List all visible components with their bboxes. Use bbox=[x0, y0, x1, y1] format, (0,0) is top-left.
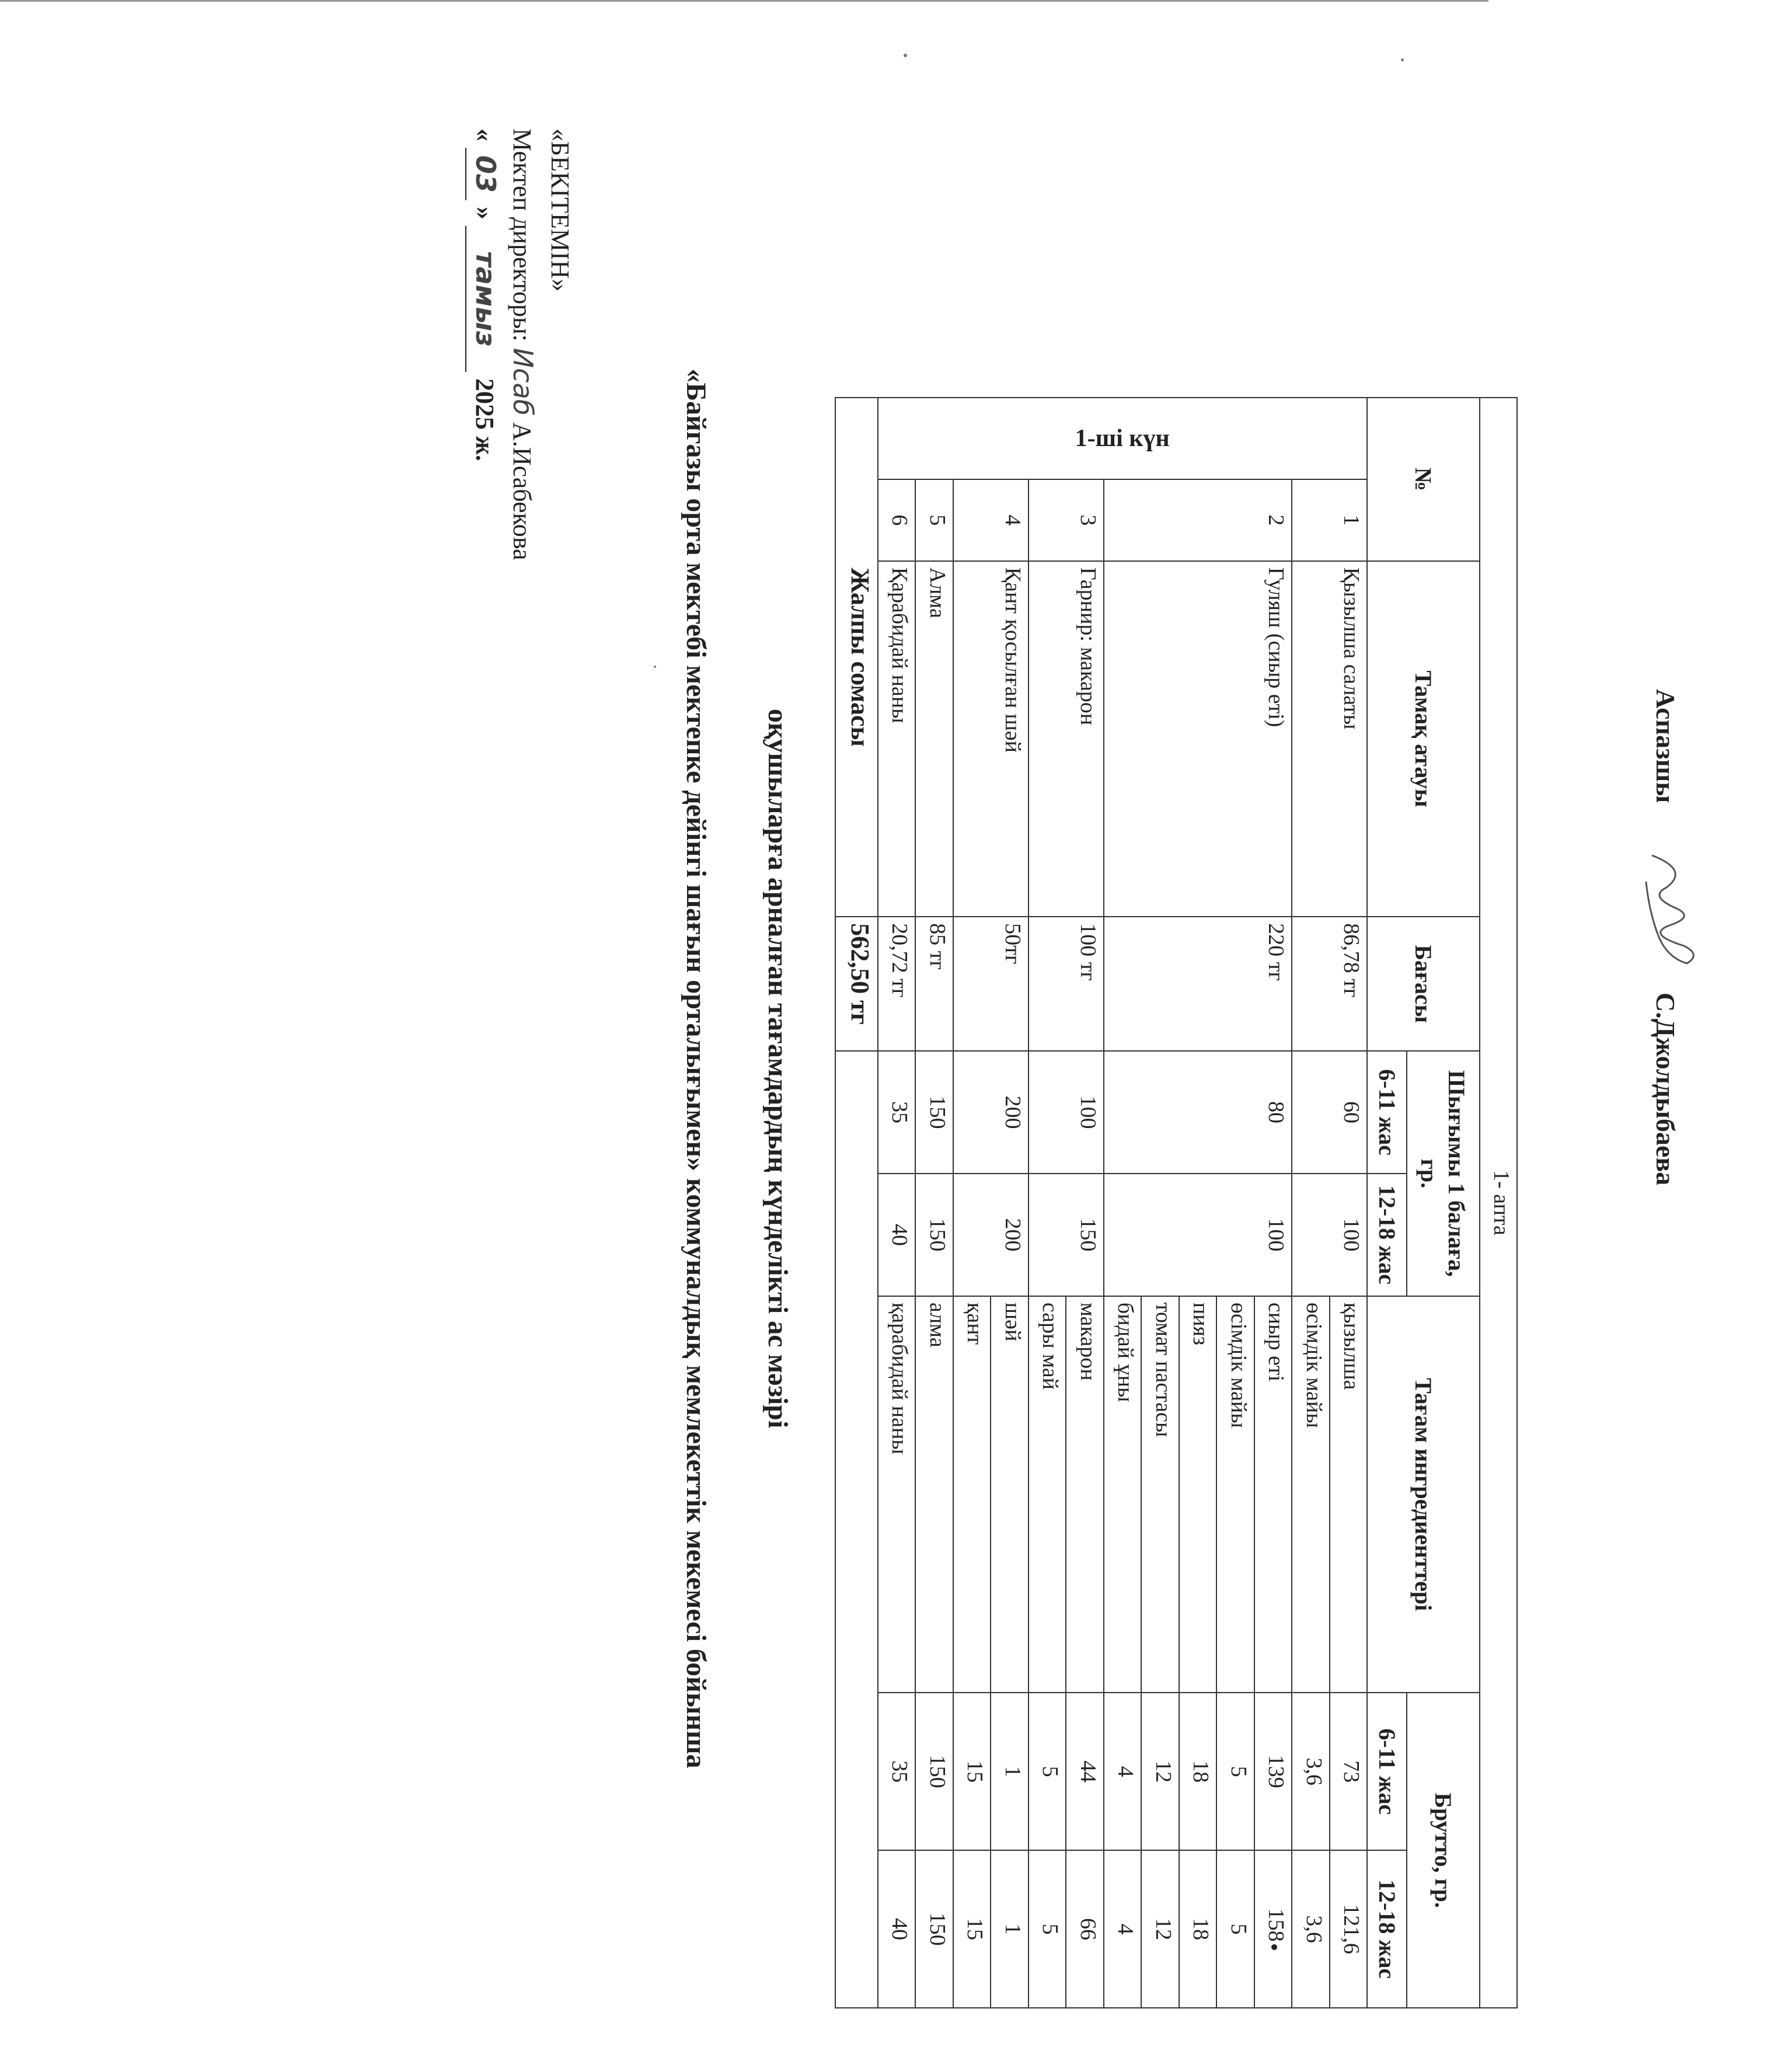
ingredient-brutto-age1: 4 bbox=[1104, 1693, 1141, 1850]
date-quote-close: » bbox=[470, 207, 499, 220]
header-dish-name: Тамақ атауы bbox=[1367, 561, 1479, 917]
approval-heading: «БЕКІТЕМІН» bbox=[546, 128, 574, 292]
director-label: Мектеп директоры: bbox=[508, 128, 537, 342]
dish-yield-age2: 200 bbox=[953, 1174, 1029, 1296]
dish-name: Гарнир: макарон bbox=[1029, 561, 1104, 917]
date-day: 03 bbox=[465, 148, 504, 200]
ingredient-brutto-age2: 121,6 bbox=[1330, 1850, 1367, 2008]
scan-speck bbox=[904, 54, 907, 57]
document-title-line1: «Байгазы орта мектебі мектепке дейінгі шағын орталығымен» коммуналдық мемлекеттік мекемесі бойынша bbox=[681, 368, 712, 1768]
ingredient-name: пияз bbox=[1179, 1296, 1216, 1693]
dish-name: Гуляш (сиыр еті) bbox=[1104, 561, 1292, 917]
ingredient-brutto-age2: 158 bbox=[1254, 1850, 1292, 2008]
table-row bbox=[1066, 398, 1103, 2008]
cook-name: С.Джолдыбаева bbox=[1651, 993, 1681, 1186]
dish-name: Алма bbox=[915, 561, 953, 917]
ingredient-name: бидай ұны bbox=[1104, 1296, 1141, 1693]
ingredient-brutto-age1: 15 bbox=[953, 1693, 991, 1850]
dish-number: 5 bbox=[915, 479, 953, 561]
dish-price: 20,72 тг bbox=[878, 917, 916, 1051]
dish-yield-age2: 40 bbox=[878, 1174, 916, 1296]
dish-price: 50тг bbox=[953, 917, 1029, 1051]
table-row bbox=[1254, 398, 1292, 2008]
dish-yield-age1: 80 bbox=[1104, 1051, 1292, 1174]
dish-number: 3 bbox=[1029, 479, 1104, 561]
dish-yield-age1: 150 bbox=[915, 1051, 953, 1174]
ingredient-brutto-age1: 73 bbox=[1330, 1693, 1367, 1850]
scan-speck bbox=[1401, 58, 1404, 61]
ingredient-brutto-age2: 66 bbox=[1066, 1850, 1103, 2008]
ingredient-brutto-age2: 18 bbox=[1179, 1850, 1216, 2008]
director-signature: Исаб bbox=[507, 347, 539, 416]
ingredient-name: макарон bbox=[1066, 1296, 1103, 1693]
header-ingredients: Тағам ингредиенттері bbox=[1367, 1296, 1479, 1693]
ingredient-name: қызылша bbox=[1330, 1296, 1367, 1693]
week-label: 1- апта bbox=[1480, 398, 1517, 2008]
day-label: 1-ші күн bbox=[878, 398, 1367, 479]
header-yield-age2: 12-18 жас bbox=[1367, 1174, 1407, 1296]
ingredient-brutto-age1: 1 bbox=[991, 1693, 1028, 1850]
dish-price: 100 тг bbox=[1029, 917, 1104, 1051]
header-yield-age1: 6-11 жас bbox=[1367, 1051, 1407, 1174]
total-label: Жалпы сомасы bbox=[835, 398, 878, 917]
ingredient-brutto-age1: 5 bbox=[1029, 1693, 1066, 1850]
ingredient-brutto-age1: 12 bbox=[1141, 1693, 1179, 1850]
dish-name: Қарабидай наны bbox=[878, 561, 916, 917]
ingredient-brutto-age1: 5 bbox=[1216, 1693, 1254, 1850]
ingredient-brutto-age1: 139 bbox=[1254, 1693, 1292, 1850]
header-brutto-age2: 12-18 жас bbox=[1367, 1850, 1407, 2008]
ingredient-name: қант bbox=[953, 1296, 991, 1693]
approval-block bbox=[465, 128, 578, 560]
ingredient-name: өсімдік майы bbox=[1216, 1296, 1254, 1693]
dish-yield-age2: 100 bbox=[1104, 1174, 1292, 1296]
dish-number: 6 bbox=[878, 479, 916, 561]
ingredient-brutto-age1: 44 bbox=[1066, 1693, 1103, 1850]
director-name: А.Исабекова bbox=[508, 422, 537, 560]
table-row bbox=[1330, 398, 1367, 2008]
header-price: Бағасы bbox=[1367, 917, 1479, 1051]
ingredient-brutto-age2: 3,6 bbox=[1292, 1850, 1329, 2008]
ingredient-brutto-age2: 4 bbox=[1104, 1850, 1141, 2008]
menu-table bbox=[835, 397, 1518, 2008]
header-brutto-age1: 6-11 жас bbox=[1367, 1693, 1407, 1850]
date-month: тамыз bbox=[465, 226, 504, 372]
header-row bbox=[1407, 398, 1479, 2008]
dish-yield-age1: 60 bbox=[1292, 1051, 1367, 1174]
rotated-document-page bbox=[374, 76, 1792, 2061]
header-yield: Шығымы 1 балаға, гр. bbox=[1407, 1051, 1479, 1296]
ingredient-brutto-age1: 18 bbox=[1179, 1693, 1216, 1850]
dish-yield-age2: 150 bbox=[1029, 1174, 1104, 1296]
ingredient-name: шәй bbox=[991, 1296, 1028, 1693]
approval-date bbox=[465, 128, 504, 560]
total-empty bbox=[835, 1051, 878, 2008]
dish-number: 4 bbox=[953, 479, 1029, 561]
ink-dot-icon bbox=[1271, 1944, 1277, 1950]
ingredient-brutto-age2: 150 bbox=[915, 1850, 953, 2008]
table-row bbox=[991, 398, 1028, 2008]
dish-price: 85 тг bbox=[915, 917, 953, 1051]
document-title-line2: оқушыларға арналған тағамдардың күнделікті ас мәзірі bbox=[762, 708, 793, 1429]
cook-signature-mark bbox=[1625, 847, 1707, 975]
total-value: 562,50 тг bbox=[835, 917, 878, 1051]
scan-edge-line bbox=[0, 0, 1488, 2]
dish-number: 1 bbox=[1292, 479, 1367, 561]
ingredient-brutto-age2: 12 bbox=[1141, 1850, 1179, 2008]
dish-yield-age1: 200 bbox=[953, 1051, 1029, 1174]
menu-table-wrapper bbox=[835, 397, 1518, 2008]
total-row bbox=[835, 398, 878, 2008]
dish-price: 220 тг bbox=[1104, 917, 1292, 1051]
ingredient-name: алма bbox=[915, 1296, 953, 1693]
ingredient-brutto-age2: 1 bbox=[991, 1850, 1028, 2008]
dish-yield-age2: 100 bbox=[1292, 1174, 1367, 1296]
header-no: № bbox=[1367, 398, 1479, 561]
dish-yield-age1: 35 bbox=[878, 1051, 916, 1174]
table-row bbox=[878, 398, 916, 2008]
dish-name: Қызылша салаты bbox=[1292, 561, 1367, 917]
table-row bbox=[915, 398, 953, 2008]
cook-role: Аспазшы bbox=[1651, 689, 1681, 803]
ingredient-brutto-age1: 3,6 bbox=[1292, 1693, 1329, 1850]
ingredient-name: томат пастасы bbox=[1141, 1296, 1179, 1693]
dish-price: 86,78 тг bbox=[1292, 917, 1367, 1051]
ingredient-brutto-age2: 15 bbox=[953, 1850, 991, 2008]
ingredient-name: сиыр еті bbox=[1254, 1296, 1292, 1693]
week-row bbox=[1480, 398, 1517, 2008]
ingredient-brutto-age1: 35 bbox=[878, 1693, 916, 1850]
dish-yield-age1: 100 bbox=[1029, 1051, 1104, 1174]
ingredient-brutto-age1: 150 bbox=[915, 1693, 953, 1850]
dish-yield-age2: 150 bbox=[915, 1174, 953, 1296]
header-brutto: Брутто, гр. bbox=[1407, 1693, 1479, 2008]
ingredient-brutto-age2: 5 bbox=[1029, 1850, 1066, 2008]
ingredient-name: өсімдік майы bbox=[1292, 1296, 1329, 1693]
ingredient-brutto-age2: 5 bbox=[1216, 1850, 1254, 2008]
date-quote-open: « bbox=[470, 128, 499, 141]
dish-number: 2 bbox=[1104, 479, 1292, 561]
handwritten-signature-icon bbox=[1631, 847, 1707, 975]
ingredient-name: сары май bbox=[1029, 1296, 1066, 1693]
ingredient-brutto-age2: 40 bbox=[878, 1850, 916, 2008]
director-line bbox=[504, 128, 542, 560]
ingredient-name: қарабидай наны bbox=[878, 1296, 916, 1693]
menu-table-body bbox=[878, 398, 1367, 2008]
date-year: 2025 ж. bbox=[470, 378, 499, 461]
dish-name: Қант қосылған шәй bbox=[953, 561, 1029, 917]
